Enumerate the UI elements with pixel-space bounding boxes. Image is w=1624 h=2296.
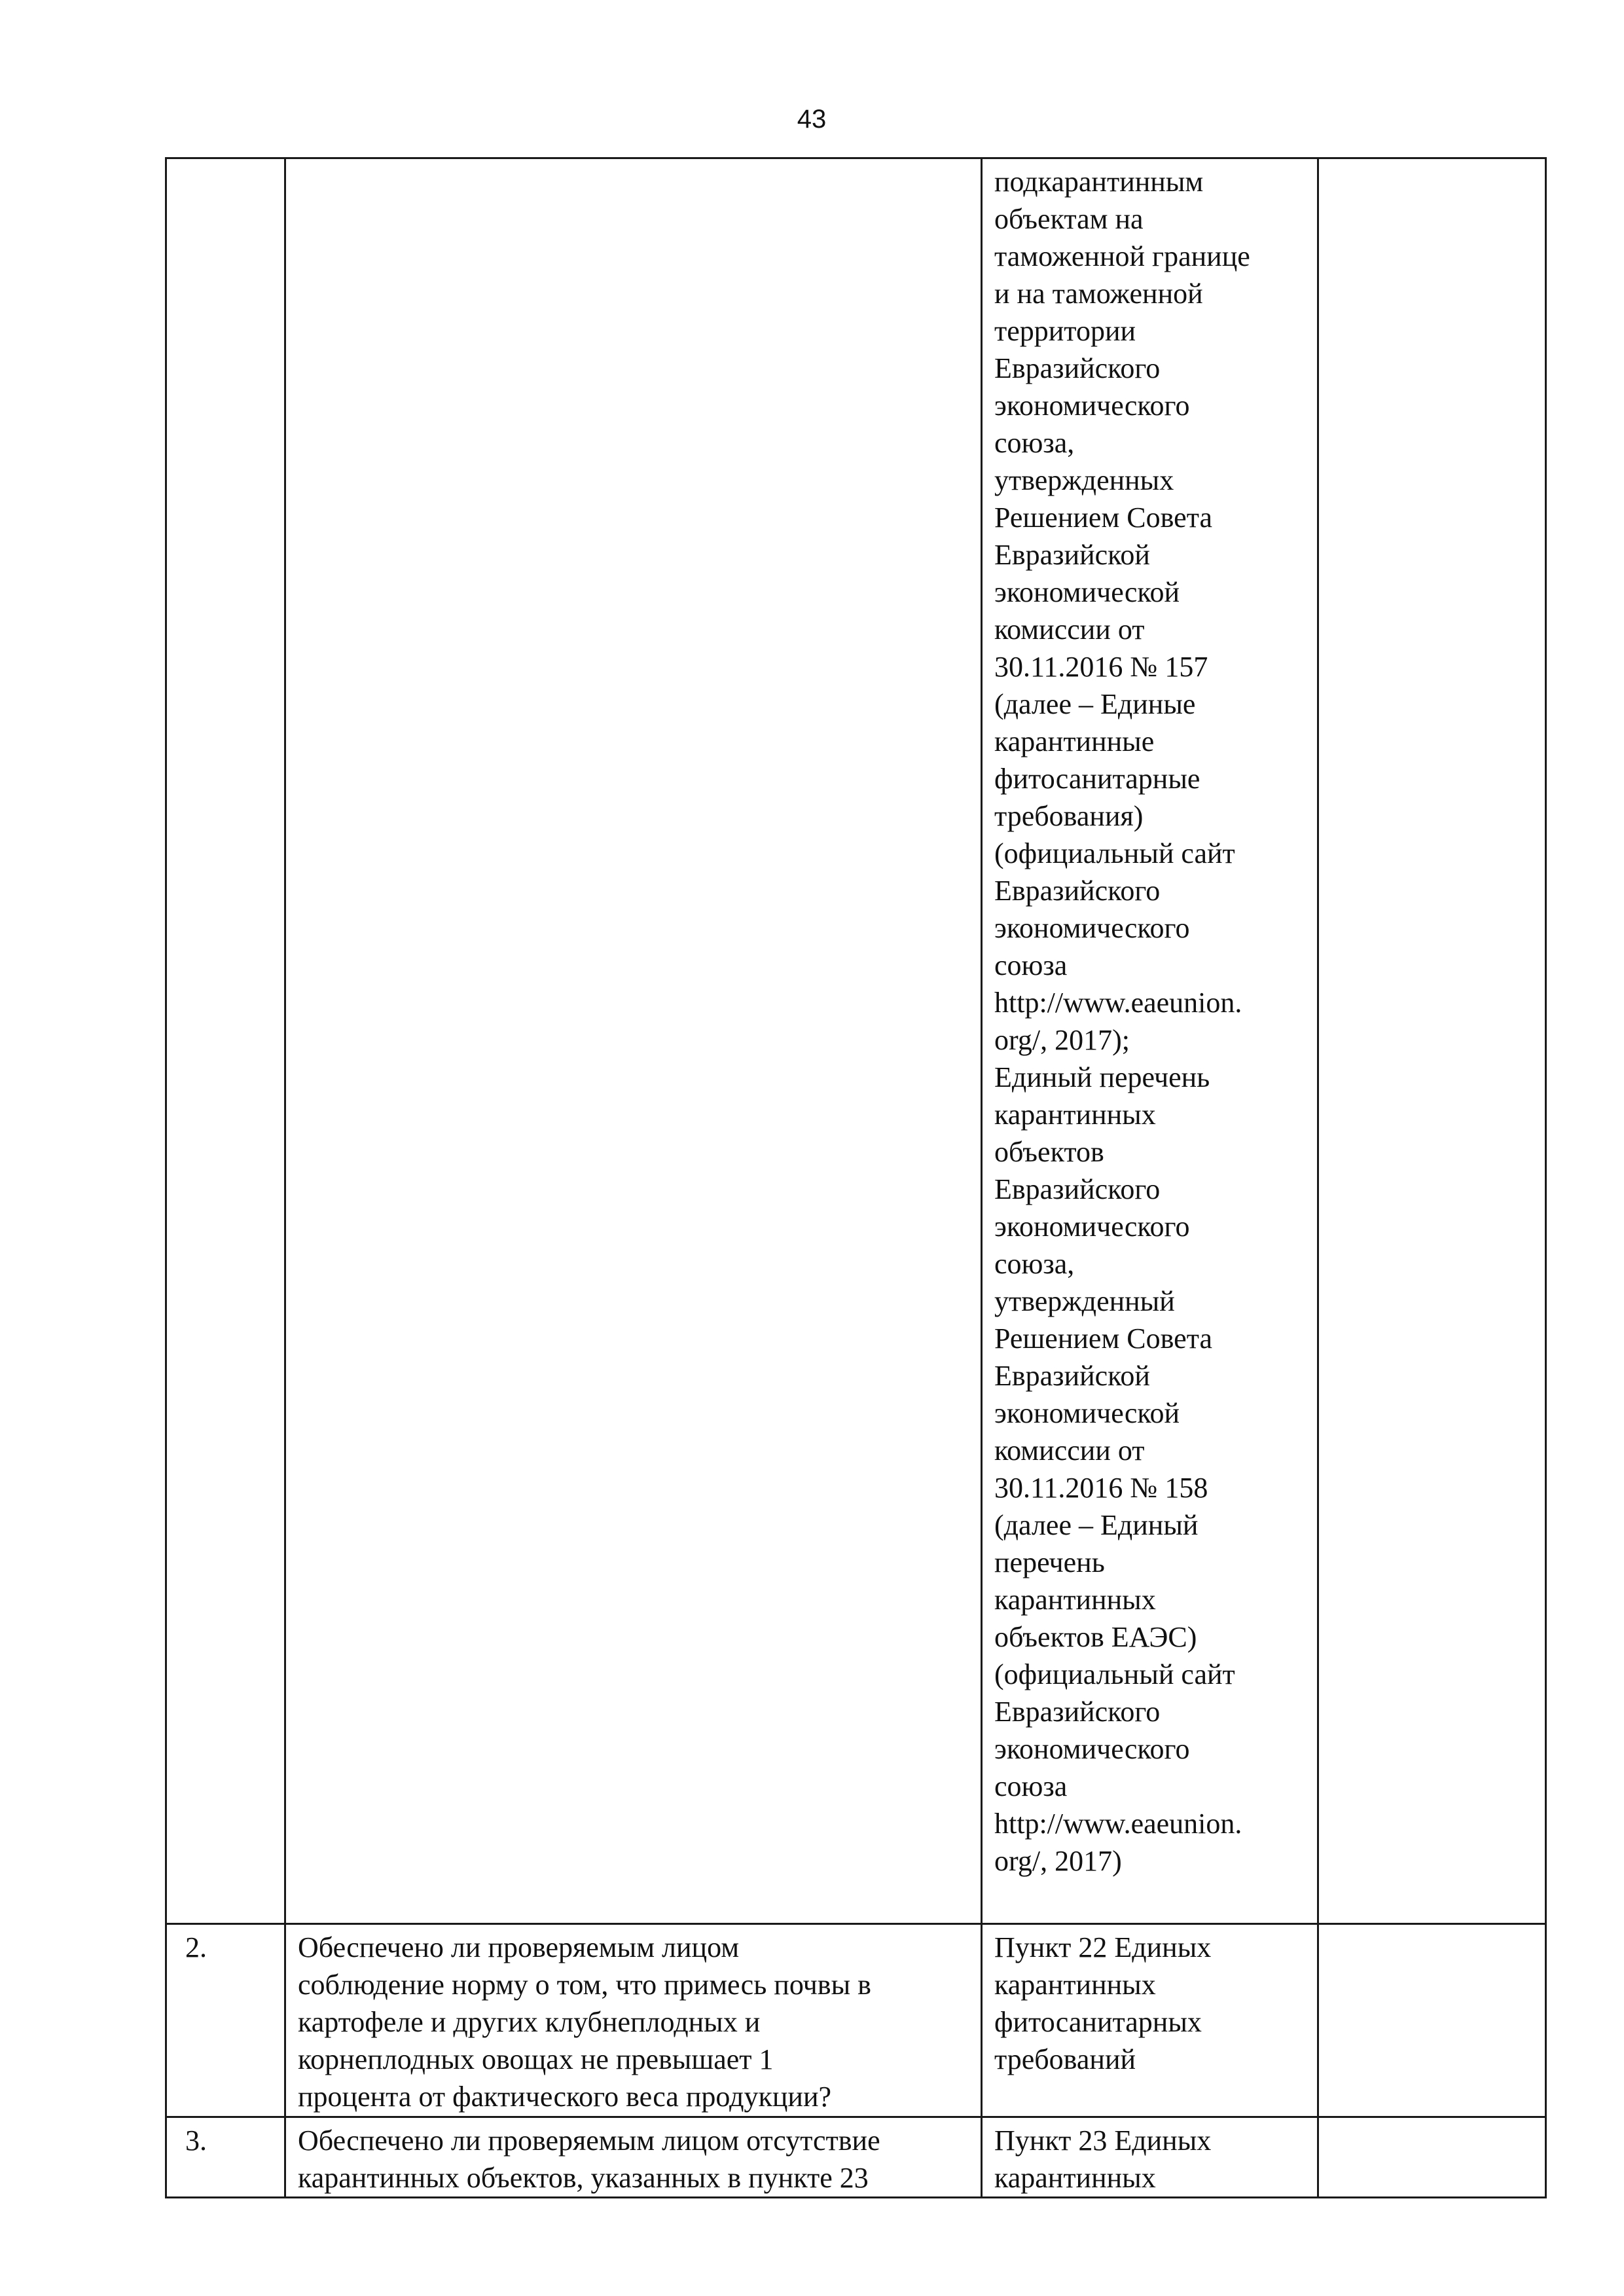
reference-text-line: 30.11.2016 № 158 [994,1472,1208,1504]
reference-text-line: (далее – Единый [994,1509,1199,1541]
reference-text-line: org/, 2017) [994,1845,1122,1877]
reference-text-line: Пункт 23 Единых [994,2124,1212,2157]
reference-text-line: союза, [994,1248,1075,1280]
reference-text-line: и на таможенной [994,278,1203,310]
question-text-line: процента от фактического веса продукции? [298,2081,832,2113]
notes-text [1331,2118,1533,2122]
reference-text-line: (официальный сайт [994,1658,1235,1690]
reference-text-line: экономического [994,390,1190,422]
reference-text-line: экономической [994,576,1180,608]
reference-text-line: http://www.eaeunion. [994,987,1242,1019]
reference-cell [982,158,1318,1924]
reference-text-line: Евразийского [994,1696,1161,1728]
reference-text-line: перечень [994,1546,1105,1578]
reference-text-line: фитосанитарных [994,2006,1202,2038]
requirements-table [165,157,1547,2198]
reference-text-line: Евразийского [994,352,1161,384]
reference-text-line: Решением Совета [994,501,1212,534]
question-text-line: карантинных объектов, указанных в пункте 23 [298,2162,869,2194]
question-text-line: соблюдение норму о том, что примесь почвы в [298,1969,871,2001]
reference-text-line: объектам на [994,203,1144,235]
table-row [166,1924,1546,2117]
reference-cell [982,2117,1318,2198]
row-number-cell [166,158,285,1924]
reference-text-line: Евразийского [994,875,1161,907]
row-number-cell [166,1924,285,2117]
question-text-line: Обеспечено ли проверяемым лицом отсутствие [298,2124,880,2157]
reference-text-line: карантинных [994,1099,1156,1131]
reference-text-line: экономического [994,1733,1190,1765]
reference-text-line: союза [994,949,1068,981]
reference-text-line: комиссии от [994,613,1145,646]
reference-text-line: org/, 2017); [994,1024,1130,1056]
question-text-line: картофеле и других клубнеплодных и [298,2006,761,2038]
reference-text-line: 30.11.2016 № 157 [994,651,1208,683]
reference-text-line: Решением Совета [994,1322,1212,1355]
reference-text-line: подкарантинным [994,166,1204,198]
notes-cell [1318,2117,1546,2198]
reference-text-line: утвержденный [994,1285,1175,1317]
reference-text-line: фитосанитарные [994,763,1200,795]
reference-text-line: таможенной границе [994,240,1250,272]
reference-text-line: требований [994,2043,1136,2075]
reference-text-line: экономического [994,1211,1190,1243]
table-row [166,2117,1546,2198]
reference-text-line: союза, [994,427,1075,459]
question-cell [285,1924,982,2117]
reference-text-line: карантинных [994,2162,1156,2194]
table-row [166,158,1546,1924]
reference-text-line: экономического [994,912,1190,944]
reference-text-line: территории [994,315,1136,347]
notes-text [1331,159,1533,163]
question-text-line: Обеспечено ли проверяемым лицом [298,1931,740,1963]
row-number: 2. [185,1931,207,1963]
reference-text-line: http://www.eaeunion. [994,1808,1242,1840]
reference-text-line: требования) [994,800,1144,832]
reference-text-line: утвержденных [994,464,1174,496]
reference-text-line: Евразийской [994,539,1150,571]
reference-text-line: Евразийского [994,1173,1161,1205]
row-number-cell [166,2117,285,2198]
notes-cell [1318,1924,1546,2117]
question-cell [285,2117,982,2198]
row-number: 3. [185,2124,207,2157]
reference-text-line: карантинные [994,725,1155,757]
page-number: 43 [797,105,827,134]
reference-text-line: комиссии от [994,1434,1145,1467]
reference-text-line: Единый перечень [994,1061,1210,1093]
reference-cell [982,1924,1318,2117]
reference-text-line: карантинных [994,1969,1156,2001]
reference-text-line: экономической [994,1397,1180,1429]
question-cell [285,158,982,1924]
reference-text-line: объектов [994,1136,1104,1168]
reference-text-line: союза [994,1770,1068,1802]
reference-text-line: (официальный сайт [994,837,1235,869]
reference-text-line: объектов ЕАЭС) [994,1621,1197,1653]
question-text-line: корнеплодных овощах не превышает 1 [298,2043,774,2075]
notes-cell [1318,158,1546,1924]
row-number [185,159,272,163]
reference-text-line: (далее – Единые [994,688,1196,720]
reference-text-line: Пункт 22 Единых [994,1931,1212,1963]
notes-text [1331,1925,1533,1929]
reference-text-line: карантинных [994,1584,1156,1616]
reference-text-line: Евразийской [994,1360,1150,1392]
